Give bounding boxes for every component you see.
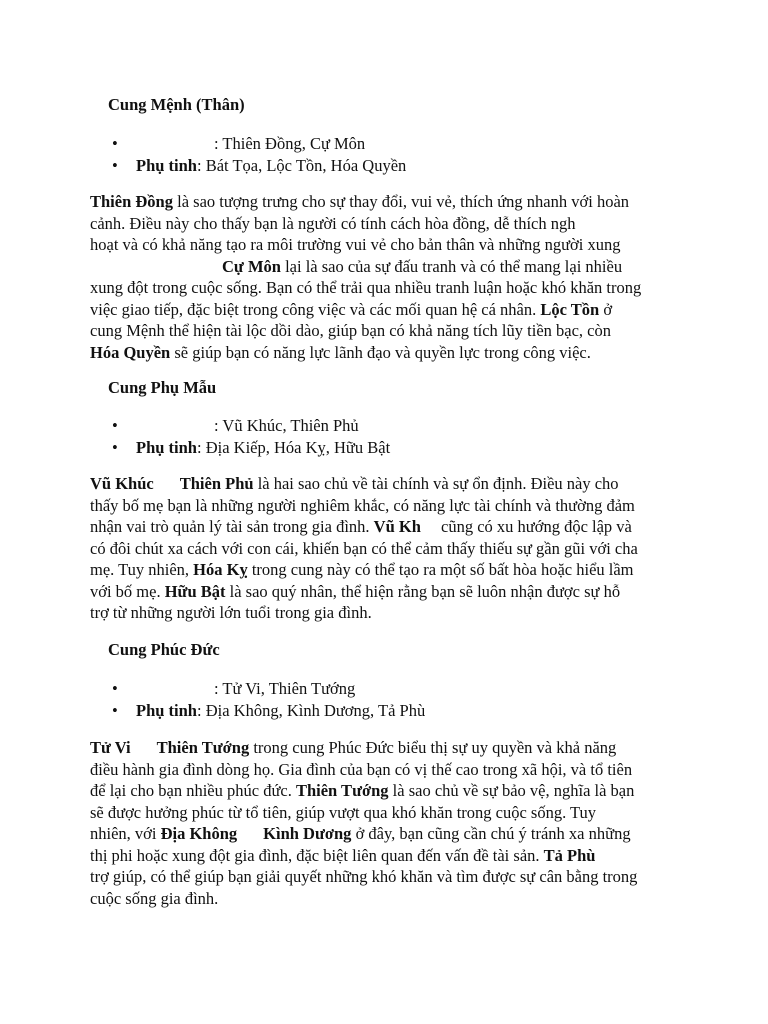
star-name: Vũ Kh [373, 517, 421, 536]
text-line [90, 602, 690, 624]
text-run: trong cung Phúc Đức biểu thị sự uy quyền và khả năng [249, 738, 617, 757]
star-name: Hóa Quyền [90, 342, 171, 362]
star-name: Hữu Bật [164, 581, 226, 601]
text-run: nhận vai trò quản lý tài sản trong gia đình. [90, 517, 374, 536]
main-stars-item [112, 678, 425, 700]
text-run: cũng có xu hướng độc lập và [436, 517, 632, 536]
text-run: trợ giúp, có thể giúp bạn giải quyết những khó khăn và tìm được sự cân bằng trong [90, 867, 638, 886]
text-run: trợ từ những người lớn tuổi trong gia đình. [90, 603, 372, 622]
sub-stars-text: : Địa Kiếp, Hóa Kỵ, Hữu Bật [197, 438, 391, 457]
text-run: nhiên, với [90, 824, 161, 843]
text-line [90, 320, 690, 342]
text-line [90, 342, 690, 364]
star-list-menh [112, 133, 406, 177]
text-run: để lại cho bạn nhiều phúc đức. [90, 781, 296, 800]
text-line [90, 191, 690, 213]
text-line [90, 256, 690, 278]
star-name: Hóa Kỵ [193, 560, 248, 579]
text-run: thấy bố mẹ bạn là những người nghiêm khắc, có năng lực tài chính và thường đảm [90, 495, 635, 515]
text-run: mẹ. Tuy nhiên, [90, 560, 194, 579]
star-name: Lộc Tồn [540, 299, 600, 319]
main-stars-item [112, 133, 406, 155]
text-line [90, 780, 690, 802]
star-name: Tử Vi [90, 738, 131, 757]
main-stars-text: : Vũ Khúc, Thiên Phủ [214, 416, 359, 435]
sub-stars-label: Phụ tinh [136, 438, 197, 457]
text-run: là hai sao chủ về tài chính và sự ổn định. Điều này cho [253, 474, 619, 493]
text-line [90, 759, 690, 781]
text-run: sẽ giúp bạn có năng lực lãnh đạo và quyền lực trong công việc. [170, 342, 591, 362]
paragraph-phu-mau [90, 473, 690, 624]
text-run: hoạt và có khả năng tạo ra môi trường vui vẻ cho bản thân và những người xung [90, 235, 621, 254]
text-run: xung đột trong cuộc sống. Bạn có thể trải qua nhiều tranh luận hoặc khó khăn trong [90, 278, 642, 297]
text-run: ở đây, bạn cũng cần chú ý tránh xa những [351, 824, 631, 843]
main-stars-text: : Tử Vi, Thiên Tướng [214, 679, 356, 698]
main-stars-text: : Thiên Đồng, Cự Môn [214, 134, 366, 153]
text-line [90, 538, 690, 560]
text-run: ở [599, 299, 613, 319]
paragraph-menh [90, 191, 690, 363]
text-line [90, 234, 690, 256]
text-line [90, 737, 690, 759]
star-name: Cự Môn [222, 256, 281, 276]
text-run: lại là sao của sự đấu tranh và có thể mang lại nhiều [280, 256, 623, 276]
sub-stars-label: Phụ tinh [136, 156, 197, 175]
text-line [90, 495, 690, 517]
text-run: có đôi chút xa cách với con cái, khiến bạn có thể cảm thấy thiếu sự gần gũi với cha [90, 538, 638, 558]
text-line [90, 802, 690, 824]
star-name: Địa Không [160, 824, 238, 843]
text-line [90, 559, 690, 581]
star-list-phu-mau [112, 415, 390, 459]
text-run: thị phi hoặc xung đột gia đình, đặc biệt liên quan đến vấn đề tài sản. [90, 845, 544, 865]
text-run: là sao tượng trưng cho sự thay đổi, vui vẻ, thích ứng nhanh với hoàn [172, 192, 630, 211]
paragraph-phuc-duc [90, 737, 690, 909]
sub-stars-item [112, 700, 425, 722]
text-run: sẽ được hưởng phúc từ tổ tiên, giúp vượt qua khó khăn trong cuộc sống. Tuy [90, 802, 597, 822]
text-run: việc giao tiếp, đặc biệt trong công việc và các mối quan hệ cá nhân. [90, 299, 541, 319]
star-name: Kình Dương [263, 824, 352, 843]
star-name: Thiên Đồng [90, 192, 173, 211]
text-run: là sao chủ về sự bảo vệ, nghĩa là bạn [388, 781, 635, 800]
sub-stars-label: Phụ tinh [136, 701, 197, 720]
text-line [90, 277, 690, 299]
text-run: cuộc sống gia đình. [90, 888, 219, 908]
text-run: cung Mệnh thể hiện tài lộc dồi dào, giúp bạn có khả năng tích lũy tiền bạc, còn [90, 321, 611, 340]
star-list-phuc-duc [112, 678, 425, 722]
text-line [90, 888, 690, 910]
text-run: trong cung này có thể tạo ra một số bất hòa hoặc hiểu lầm [247, 560, 634, 579]
text-run: điều hành gia đình dòng họ. Gia đình của bạn có vị thế cao trong xã hội, và tổ tiên [90, 759, 633, 779]
text-line [90, 213, 690, 235]
text-run: cảnh. Điều này cho thấy bạn là người có tính cách hòa đồng, dễ thích ngh [90, 213, 576, 233]
text-line [90, 866, 690, 888]
text-line [90, 473, 690, 495]
section-heading-phu-mau: Cung Phụ Mẫu [108, 378, 217, 397]
text-run: với bố mẹ. [90, 581, 165, 601]
main-stars-item [112, 415, 390, 437]
star-name: Thiên Tướng [295, 781, 389, 800]
text-line [90, 299, 690, 321]
text-line [90, 845, 690, 867]
sub-stars-text: : Địa Không, Kình Dương, Tả Phù [197, 701, 426, 720]
section-heading-phuc-duc: Cung Phúc Đức [108, 640, 220, 659]
text-line [90, 823, 690, 845]
text-line [90, 516, 690, 538]
section-heading-menh: Cung Mệnh (Thân) [108, 95, 245, 114]
star-name: Tả Phù [543, 845, 596, 865]
star-name: Vũ Khúc [90, 474, 154, 493]
sub-stars-item [112, 437, 390, 459]
sub-stars-text: : Bát Tọa, Lộc Tồn, Hóa Quyền [197, 156, 407, 175]
text-line [90, 581, 690, 603]
sub-stars-item [112, 155, 406, 177]
text-run: là sao quý nhân, thể hiện rằng bạn sẽ luôn nhận được sự hỗ [225, 581, 621, 601]
star-name: Thiên Phủ [179, 474, 254, 493]
star-name: Thiên Tướng [156, 738, 250, 757]
